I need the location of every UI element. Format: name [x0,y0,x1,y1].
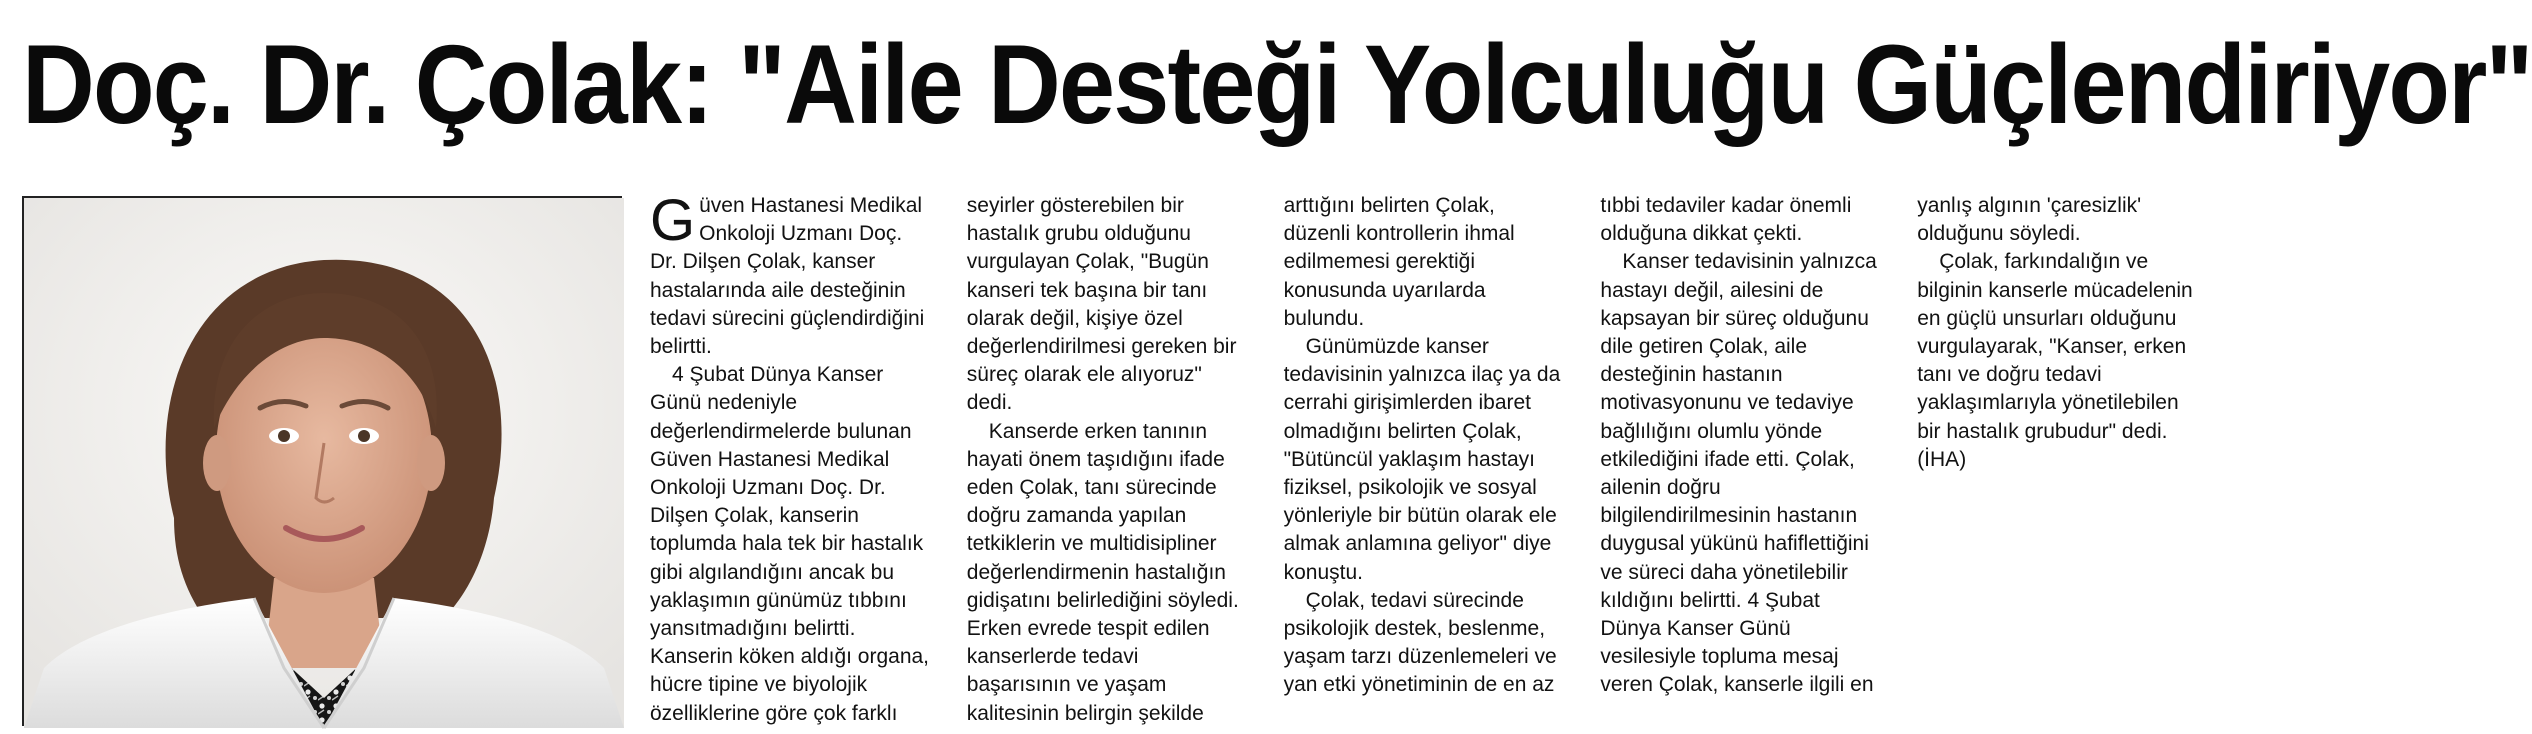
portrait-photo [22,196,622,726]
article-paragraph-text: üven Hastanesi Medikal Onkoloji Uzmanı Doç. Dr. Dilşen Çolak, kanser hastalarında aile desteğinin tedavi sürecini güçlendirdiğini belirtti. [650,194,925,359]
article-paragraph: Çolak, farkındalığın ve bilginin kanserle mücadelenin en güçlü unsurları olduğunu vurgulayarak, "Kanser, erken tanı ve doğru tedavi yaklaşımlarıyla yönetilebilen bir hastalık grubudur" dedi. (İHA) [1917,250,2193,471]
article-body [650,188,2198,728]
article-paragraph: Kanser tedavisinin yalnızca hastayı değil, ailesini de kapsayan bir süreç olduğunu dile getiren Çolak, aile desteğinin hastanın motivasyonunu ve tedaviye bağlılığını olumlu yönde etkilediğini ifade etti. Çolak, ailenin doğru bilgilendirilmesinin hastanın duygusal yükünü hafiflettiğini ve süreci daha yönetilebilir kıldığını belirtti. 4 Şubat Dünya Kanser Günü vesilesiyle topluma mesaj veren Çolak, kanserle ilgili en yanlış algının 'çaresizlik' olduğunu söyledi. [1600,194,2142,697]
article-paragraph: Kanserde erken tanının hayati önem taşıdığını ifade eden Çolak, tanı sürecinde doğru zamanda yapılan tetkiklerin ve multidisipliner değerlendirmenin hastalığın gidişatını belirlediğini söyledi. Erken evrede tespit edilen kanserlerde tedavi başarısının ve yaşam kalitesinin belirgin şekilde arttığını belirten Çolak, düzenli kontrollerin ihmal edilmemesi gerektiği konusunda uyarılarda bulundu. [966,194,1515,725]
portrait-photo-icon [24,198,624,728]
dropcap: G [650,188,696,253]
article-paragraph: Çolak, tedavi sürecinde psikolojik destek, beslenme, yaşam tarzı düzenlemeleri ve yan etki yönetiminin de en az tıbbi tedaviler kadar önemli olduğuna dikkat çekti. [1283,194,1852,697]
article-paragraph: Günümüzde kanser tedavisinin yalnızca ilaç ya da cerrahi girişimlerden ibaret olmadığını belirten Çolak, "Bütüncül yaklaşım hastayı fiziksel, psikolojik ve sosyal yönleriyle bir bütün olarak ele almak anlamına geliyor" diye konuştu. [1283,335,1561,584]
article-paragraph [650,188,931,361]
headline: Doç. Dr. Çolak: "Aile Desteği Yolculuğu Güçlendiriyor" [22,22,2532,147]
article-paragraph: 4 Şubat Dünya Kanser Günü nedeniyle değerlendirmelerde bulunan Güven Hastanesi Medikal Onkoloji Uzmanı Doç. Dr. Dilşen Çolak, kanserin toplumda hala tek bir hastalık gibi algılandığını ancak bu yaklaşımın günümüz tıbbını yansıtmadığını belirtti. Kanserin köken aldığı organa, hücre tipine ve biyolojik özelliklerine göre çok farklı seyirler gösterebilen bir hastalık grubu olduğunu vurgulayan Çolak, "Bugün kanseri tek başına bir tanı olarak değil, kişiye özel değerlendirilmesi gereken bir süreç olarak ele alıyoruz" dedi. [650,194,1237,725]
